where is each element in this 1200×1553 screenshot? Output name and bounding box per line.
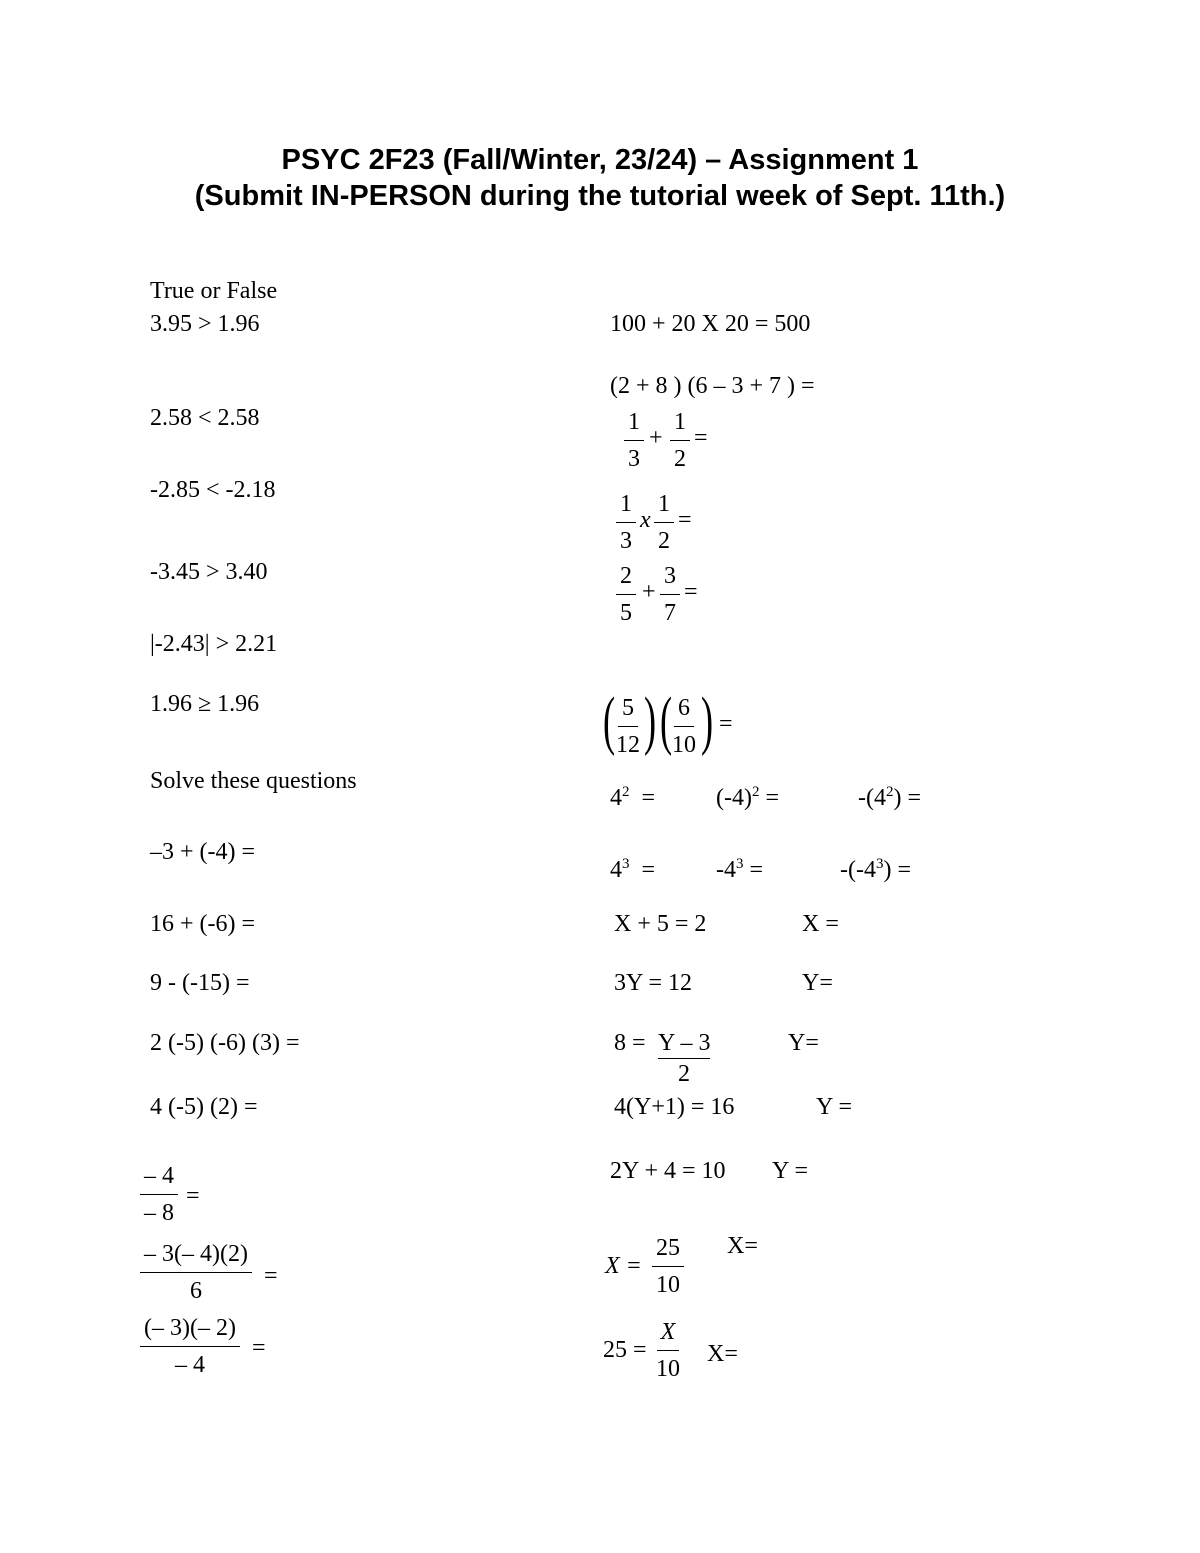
fraction-numerator: 25 xyxy=(652,1234,684,1267)
exponent: 3 xyxy=(622,856,630,872)
equals-sign: = xyxy=(719,711,733,737)
equation-2: 3Y = 12 xyxy=(614,970,692,996)
exponent: 2 xyxy=(885,784,894,800)
fraction-numerator: 1 xyxy=(670,408,690,441)
fraction-numerator: (– 3)(– 2) xyxy=(140,1314,240,1347)
right-item-2: (2 + 8 ) (6 – 3 + 7 ) = xyxy=(610,373,815,399)
fraction-numerator: 3 xyxy=(660,562,680,595)
fraction-x-over-10 xyxy=(652,1318,684,1383)
solve-item-4: 2 (-5) (-6) (3) = xyxy=(150,1030,300,1056)
neg-4-cubed xyxy=(716,850,763,884)
solve-item-5: 4 (-5) (2) = xyxy=(150,1094,258,1120)
right-paren: ) xyxy=(644,684,657,757)
equals-sign: = xyxy=(252,1335,266,1361)
equals-sign: = xyxy=(678,507,692,533)
equals-sign: = xyxy=(749,857,764,883)
fraction-three-sevenths xyxy=(660,562,680,627)
fraction-numerator: 2 xyxy=(616,562,636,595)
multiply-sign: x xyxy=(640,507,651,533)
fraction-one-half xyxy=(670,408,690,473)
fraction-denominator: 2 xyxy=(674,446,686,472)
fraction-25-over-10 xyxy=(652,1234,684,1299)
answer-label-3: Y= xyxy=(788,1030,819,1056)
base: -(-4 xyxy=(840,857,876,883)
equals-sign: = xyxy=(186,1183,200,1209)
answer-label-2: Y= xyxy=(802,970,833,996)
right-item-1: 100 + 20 X 20 = 500 xyxy=(610,311,811,337)
right-paren: ) xyxy=(701,684,714,757)
assignment-title: PSYC 2F23 (Fall/Winter, 23/24) – Assignment 1 xyxy=(281,144,919,176)
base: -(4 xyxy=(858,785,886,811)
fraction-denominator: 10 xyxy=(656,1356,680,1382)
base: 4 xyxy=(610,785,622,811)
answer-label-5: Y = xyxy=(772,1158,808,1184)
answer-label-6: X= xyxy=(727,1233,758,1259)
solve-heading: Solve these questions xyxy=(150,768,357,794)
fraction-denominator: 10 xyxy=(672,732,696,758)
equals-sign: = xyxy=(765,785,780,811)
equation-6-prefix xyxy=(605,1252,642,1280)
fraction-numerator: 1 xyxy=(624,408,644,441)
equals-sign: ) = xyxy=(893,785,922,811)
equation-5: 2Y + 4 = 10 xyxy=(610,1158,726,1184)
variable-x: X = xyxy=(605,1253,642,1279)
fraction-denominator: 12 xyxy=(616,732,640,758)
fraction-numerator: 1 xyxy=(616,490,636,523)
neg-power-4-squared xyxy=(858,778,921,812)
fraction-one-half xyxy=(654,490,674,555)
equation-3-numerator xyxy=(658,1029,710,1057)
exponent: 3 xyxy=(736,856,744,872)
equals-sign: = xyxy=(641,785,656,811)
fraction-numerator: – 3(– 4)(2) xyxy=(140,1240,252,1273)
submission-note: (Submit IN-PERSON during the tutorial week of Sept. 11th.) xyxy=(194,180,1006,212)
base: 4 xyxy=(610,857,622,883)
answer-label-4: Y = xyxy=(816,1094,852,1120)
fraction-five-twelfths xyxy=(612,694,644,759)
fraction-denominator: 5 xyxy=(620,600,632,626)
fraction-denominator: – 8 xyxy=(144,1200,174,1226)
plus-sign: + xyxy=(642,579,656,605)
plus-sign: + xyxy=(649,425,663,451)
equals-sign: = xyxy=(684,579,698,605)
base: -4 xyxy=(716,857,736,883)
tf-item-6: 1.96 ≥ 1.96 xyxy=(150,691,260,717)
fraction-one-third xyxy=(616,490,636,555)
equation-7-prefix: 25 = xyxy=(603,1337,647,1363)
fraction-denominator: 10 xyxy=(656,1272,680,1298)
fraction-numerator: 5 xyxy=(618,694,638,727)
solve-item-1: –3 + (-4) = xyxy=(150,839,256,865)
equation-4: 4(Y+1) = 16 xyxy=(614,1094,735,1120)
fraction-denominator: 6 xyxy=(189,1278,202,1304)
fraction-product-over-6 xyxy=(140,1240,252,1305)
tf-item-5: |-2.43| > 2.21 xyxy=(150,631,278,657)
equation-3-denominator: 2 xyxy=(678,1061,690,1087)
tf-item-2: 2.58 < 2.58 xyxy=(150,405,260,431)
fraction-denominator: 3 xyxy=(628,446,640,472)
fraction-two-fifths xyxy=(616,562,636,627)
answer-label-7: X= xyxy=(707,1341,738,1367)
fraction-numerator: 1 xyxy=(654,490,674,523)
tf-item-1: 3.95 > 1.96 xyxy=(150,311,260,337)
equals-sign: ) = xyxy=(883,857,912,883)
equals-sign: = xyxy=(641,857,656,883)
equation-1: X + 5 = 2 xyxy=(614,911,707,937)
tf-item-4: -3.45 > 3.40 xyxy=(150,559,268,585)
solve-item-3: 9 - (-15) = xyxy=(150,970,250,996)
power-4-squared xyxy=(610,778,655,812)
left-paren: ( xyxy=(603,684,616,757)
left-paren: ( xyxy=(660,684,673,757)
equals-sign: = xyxy=(264,1263,278,1289)
fraction-numerator: 6 xyxy=(674,694,694,727)
fraction-numerator: Y – 3 xyxy=(658,1030,710,1059)
fraction-product-over-neg4 xyxy=(140,1314,240,1379)
equals-sign: = xyxy=(694,425,708,451)
neg-power-neg4-cubed xyxy=(840,850,911,884)
fraction-denominator: – 4 xyxy=(174,1352,205,1378)
power-neg4-squared xyxy=(716,778,779,812)
base: (-4) xyxy=(716,785,752,811)
fraction-denominator: 3 xyxy=(620,528,632,554)
solve-item-2: 16 + (-6) = xyxy=(150,911,256,937)
exponent: 2 xyxy=(751,784,760,800)
fraction-one-third xyxy=(624,408,644,473)
exponent: 3 xyxy=(875,856,884,872)
fraction-numerator: X xyxy=(657,1318,680,1351)
fraction-six-tenths xyxy=(668,694,700,759)
fraction-denominator: 2 xyxy=(658,528,670,554)
answer-label-1: X = xyxy=(802,911,839,937)
exponent: 2 xyxy=(622,784,630,800)
tf-item-3: -2.85 < -2.18 xyxy=(150,477,276,503)
fraction-denominator: 7 xyxy=(664,600,676,626)
fraction-neg4-over-neg8 xyxy=(140,1162,178,1227)
power-4-cubed xyxy=(610,850,655,884)
true-false-heading: True or False xyxy=(150,278,278,304)
equation-3-prefix: 8 = xyxy=(614,1030,646,1056)
fraction-numerator: – 4 xyxy=(140,1162,178,1195)
